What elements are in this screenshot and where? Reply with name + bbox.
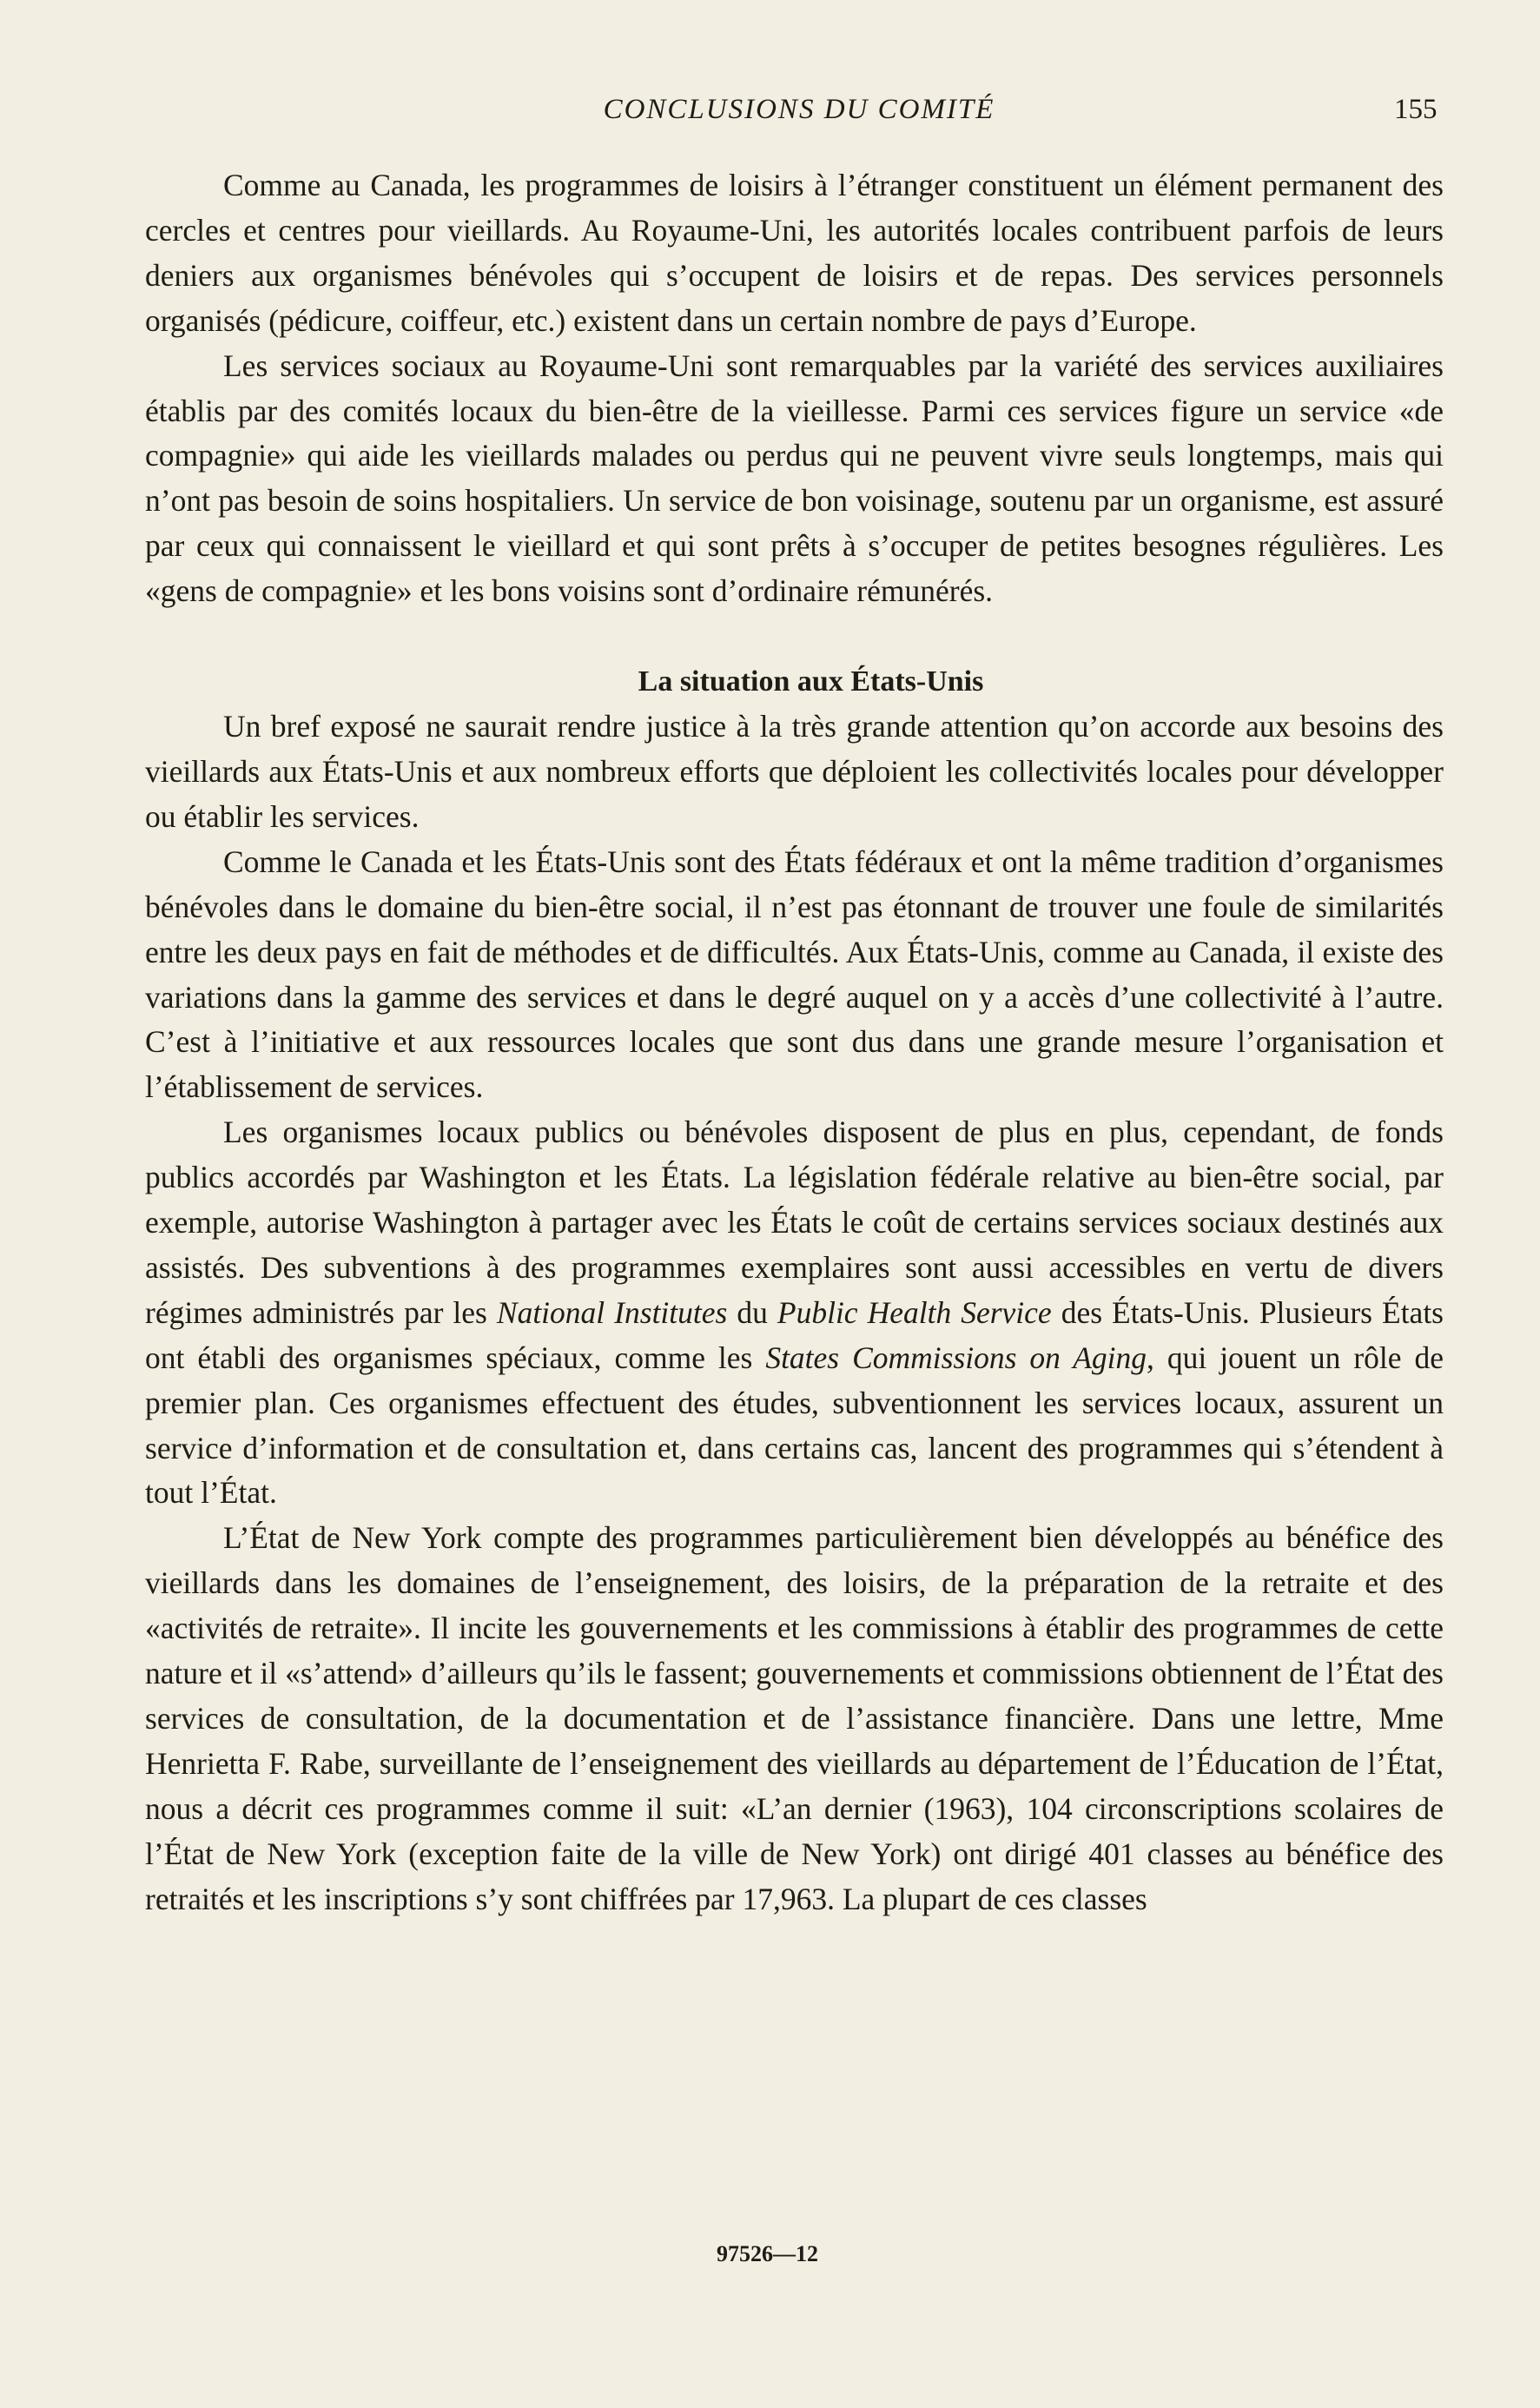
paragraph-text: Un bref exposé ne saurait rendre justice à la très grande attention qu’on accorde aux besoins des vieillards aux États-Unis et aux nombreux efforts que déploient les collectivités locales pour développer ou établir les services. xyxy=(145,709,1444,834)
italic-text: Public Health Service xyxy=(777,1294,1052,1330)
italic-text: States Commissions on Aging xyxy=(765,1340,1147,1375)
body-text xyxy=(145,163,1444,1922)
paragraph xyxy=(145,163,1444,344)
paragraph xyxy=(145,1110,1444,1516)
paragraph xyxy=(145,705,1444,840)
paragraph-text: Les services sociaux au Royaume-Uni sont remarquables par la variété des services auxiliaires établis par des comités locaux du bien-être de la vieillesse. Parmi ces services figure un service «de compagnie» qui aide les vieillards malades ou perdus qui ne peuvent vivre seuls longtemps, mais qui n’ont pas besoin de soins hospitaliers. Un service de bon voisinage, soutenu par un organisme, est assuré par ceux qui connaissent le vieillard et qui sont prêts à s’occuper de petites besognes régulières. Les «gens de compagnie» et les bons voisins sont d’ordinaire rémunérés. xyxy=(145,347,1444,609)
paragraph-text: , qui jouent un rôle de premier plan. Ces organismes effectuent des études, subventionnent les services locaux, assurent un service d’information et de consultation et, dans certains cas, lancent des programmes qui s’étendent à tout l’État. xyxy=(145,1340,1444,1511)
paragraph-text: du xyxy=(727,1294,777,1330)
section-spacer xyxy=(145,614,1444,659)
paragraph-text: L’État de New York compte des programmes particulièrement bien développés au bénéfice des vieillards dans les domaines de l’enseignement, des loisirs, de la préparation de la retraite et des «activités de retraite». Il incite les gouvernements et les commissions à établir des programmes de cette nature et il «s’attend» d’ailleurs qu’ils le fassent; gouvernements et commissions obtiennent de l’État des services de consultation, de la documentation et de l’assistance financière. Dans une lettre, Mme Henrietta F. Rabe, surveillante de l’enseignement des vieillards au département de l’Éducation de l’État, nous a décrit ces programmes comme il suit: «L’an dernier (1963), 104 circonscriptions scolaires de l’État de New York (exception faite de la ville de New York) ont dirigé 401 classes au bénéfice des retraités et les inscriptions s’y sont chiffrées par 17,963. La plupart de ces classes xyxy=(145,1520,1444,1916)
running-header-title: CONCLUSIONS DU COMITÉ xyxy=(603,94,995,125)
paragraph-text: Comme le Canada et les États-Unis sont des États fédéraux et ont la même tradition d’organismes bénévoles dans le domaine du bien-être social, il n’est pas étonnant de trouver une foule de similarités entre les deux pays en fait de méthodes et de difficultés. Aux États-Unis, comme au Canada, il existe des variations dans la gamme des services et dans le degré auquel on y a accès d’une collectivité à l’autre. C’est à l’initiative et aux ressources locales que sont dus dans une grande mesure l’organisation et l’établissement de services. xyxy=(145,843,1444,1105)
paragraph-text: Comme au Canada, les programmes de loisirs à l’étranger constituent un élément permanent des cercles et centres pour vieillards. Au Royaume-Uni, les autorités locales contribuent parfois de leurs deniers aux organismes bénévoles qui s’occupent de loisirs et de repas. Des services personnels organisés (pédicure, coiffeur, etc.) existent dans un certain nombre de pays d’Europe. xyxy=(145,168,1444,338)
section-heading: La situation aux États-Unis xyxy=(638,665,984,698)
paragraph xyxy=(145,840,1444,1110)
paragraph xyxy=(145,1516,1444,1922)
paragraph-group-bottom xyxy=(145,705,1444,1922)
paragraph xyxy=(145,344,1444,614)
paragraph-text: des États-Unis. Plusieurs États ont établi des organismes spéciaux, comme les xyxy=(145,1294,1444,1375)
page-number: 155 xyxy=(1394,94,1438,125)
italic-text: National Institutes xyxy=(496,1294,728,1330)
footer-code: 97526—12 xyxy=(717,2241,818,2266)
paragraph-text: Les organismes locaux publics ou bénévoles disposent de plus en plus, cependant, de fonds publics accordés par Washington et les États. La législation fédérale relative au bien-être social, par exemple, autorise Washington à partager avec les États le coût de certains services sociaux destinés aux assistés. Des subventions à des programmes exemplaires sont aussi accessibles en vertu de divers régimes administrés par les xyxy=(145,1115,1444,1330)
paragraph-group-top xyxy=(145,163,1444,614)
